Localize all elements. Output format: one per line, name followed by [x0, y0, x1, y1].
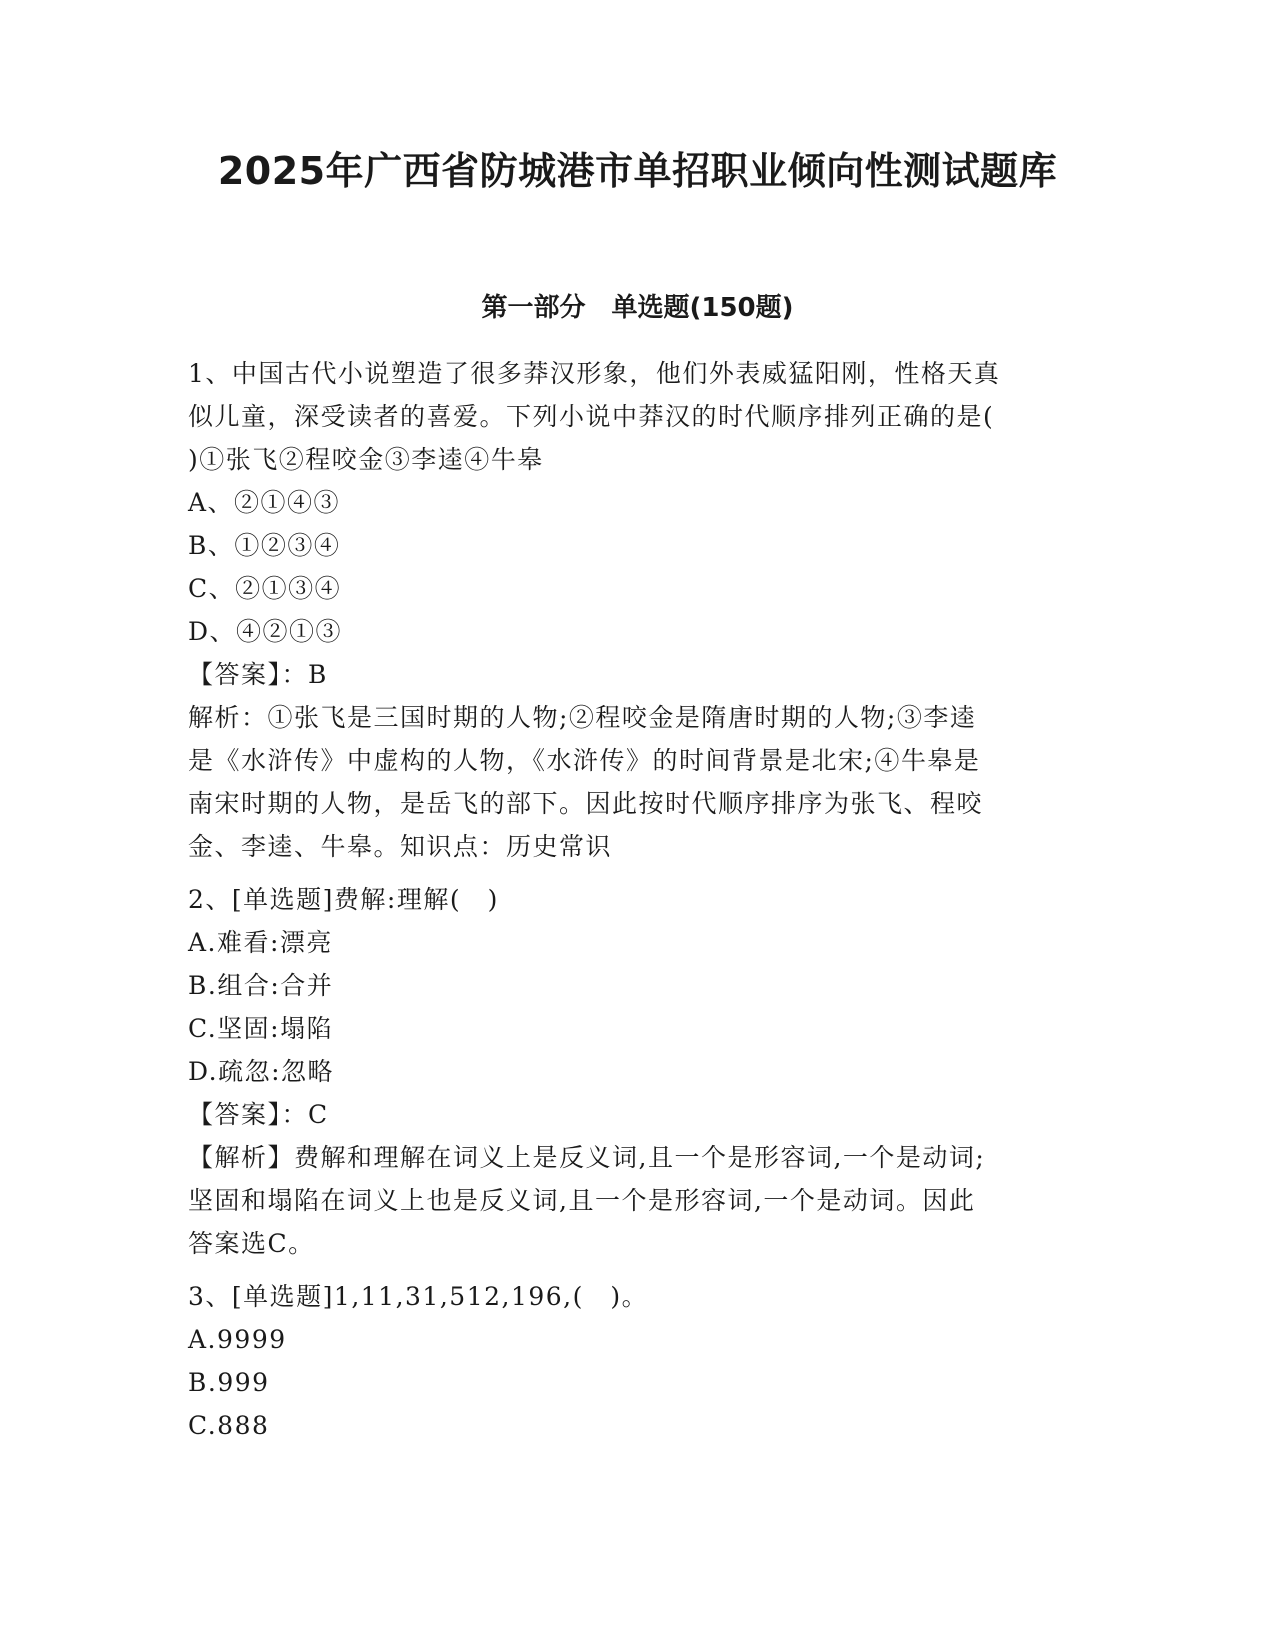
explanation-line: 南宋时期的人物，是岳飞的部下。因此按时代顺序排序为张飞、程咬 [188, 789, 984, 818]
question-list [188, 352, 1088, 1447]
explanation-line: 是《水浒传》中虚构的人物，《水浒传》的时间背景是北宋;④牛皋是 [188, 746, 981, 775]
question-stem-line: )①张飞②程咬金③李逵④牛皋 [188, 445, 544, 474]
answer-option: C、②①③④ [188, 574, 342, 603]
answer-option: B.组合:合并 [188, 971, 334, 1000]
question-spacer [188, 1265, 1088, 1275]
answer-option: B、①②③④ [188, 531, 341, 560]
explanation-line: 解析：①张飞是三国时期的人物;②程咬金是隋唐时期的人物;③李逵 [188, 703, 977, 732]
answer-option: C.坚固:塌陷 [188, 1014, 334, 1043]
question-stem-line: 似儿童，深受读者的喜爱。下列小说中莽汉的时代顺序排列正确的是( [188, 402, 995, 431]
question-stem-line: 1、中国古代小说塑造了很多莽汉形象，他们外表威猛阳刚，性格天真 [188, 359, 1001, 388]
answer-option: C.888 [188, 1411, 270, 1440]
question-block [188, 1275, 1088, 1447]
question-block [188, 352, 1088, 868]
answer-option: A.9999 [188, 1325, 287, 1354]
answer-option: D、④②①③ [188, 617, 343, 646]
answer-option: A、②①④③ [188, 488, 341, 517]
answer-key: 【答案】：B [188, 660, 328, 689]
explanation-line: 金、李逵、牛皋。知识点：历史常识 [188, 832, 613, 861]
section-heading: 第一部分 单选题(150题) [481, 293, 794, 323]
question-spacer [188, 868, 1088, 878]
explanation-line: 坚固和塌陷在词义上也是反义词,且一个是形容词,一个是动词。因此 [188, 1186, 976, 1215]
question-block [188, 878, 1088, 1265]
document-title: 2025年广西省防城港市单招职业倾向性测试题库 [217, 149, 1058, 193]
answer-option: B.999 [188, 1368, 270, 1397]
explanation-line: 答案选C。 [188, 1229, 315, 1258]
answer-option: A.难看:漂亮 [188, 928, 333, 957]
question-stem-line: 3、[单选题]1,11,31,512,196,( )。 [188, 1282, 649, 1311]
question-stem-line: 2、[单选题]费解:理解( ) [188, 885, 499, 914]
answer-option: D.疏忽:忽略 [188, 1057, 335, 1086]
explanation-line: 【解析】费解和理解在词义上是反义词,且一个是形容词,一个是动词; [188, 1143, 986, 1172]
answer-key: 【答案】：C [188, 1100, 329, 1129]
